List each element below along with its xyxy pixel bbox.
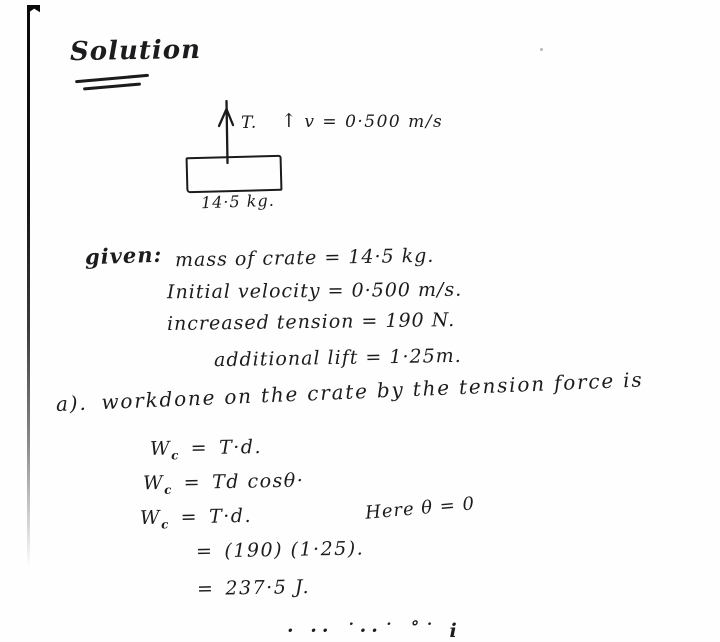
equation-row xyxy=(140,505,253,532)
tension-label: T. xyxy=(241,113,258,133)
equation-rhs: Td cosθ· xyxy=(211,469,305,494)
equation-row xyxy=(143,470,305,498)
equation-result: 237·5 J. xyxy=(225,576,311,600)
work-symbol: W xyxy=(139,506,162,530)
equation-row xyxy=(196,538,365,563)
work-symbol: W xyxy=(142,472,165,495)
title-underline xyxy=(83,82,141,90)
given-line-mass: mass of crate = 14·5 kg. xyxy=(174,244,435,272)
equals-sign: = xyxy=(180,505,199,529)
equation-rhs: (190) (1·25). xyxy=(224,537,365,562)
equation-row xyxy=(197,576,310,600)
given-line-tension: increased tension = 190 N. xyxy=(166,308,456,336)
equals-sign: = xyxy=(183,471,202,494)
velocity-value: v = 0·500 m/s xyxy=(304,112,444,132)
page-edge-line xyxy=(27,5,30,567)
part-a-label: a). xyxy=(55,390,88,416)
part-a-statement xyxy=(55,367,643,416)
given-heading: given: xyxy=(84,241,163,270)
clipped-handwriting-fragment: · ·· ˙··˙ ˚˙ i xyxy=(287,620,462,642)
page-title: Solution xyxy=(69,34,202,68)
equation-rhs: T·d. xyxy=(208,504,253,528)
work-subscript: c xyxy=(171,448,180,463)
equals-sign: = xyxy=(196,577,215,600)
work-symbol: W xyxy=(149,437,172,460)
given-line-velocity: Initial velocity = 0·500 m/s. xyxy=(166,278,463,304)
work-subscript: c xyxy=(164,482,173,497)
title-underline xyxy=(75,74,149,83)
equals-sign: = xyxy=(195,540,214,563)
equals-sign: = xyxy=(190,436,209,460)
page-edge-corner xyxy=(27,5,40,13)
work-subscript: c xyxy=(161,517,170,532)
equation-rhs: T·d. xyxy=(218,436,263,459)
crate-mass-label: 14·5 kg. xyxy=(200,190,276,213)
theta-note: Here θ = 0 xyxy=(364,493,476,524)
equation-row xyxy=(150,436,262,463)
part-a-text: workdone on the crate by the tension force is xyxy=(100,367,644,415)
crate-box xyxy=(186,155,283,194)
up-arrow-icon: ↑ xyxy=(281,110,299,132)
paper-smudge xyxy=(540,48,543,51)
velocity-annotation xyxy=(281,110,443,132)
given-line-lift: additional lift = 1·25m. xyxy=(213,344,462,372)
